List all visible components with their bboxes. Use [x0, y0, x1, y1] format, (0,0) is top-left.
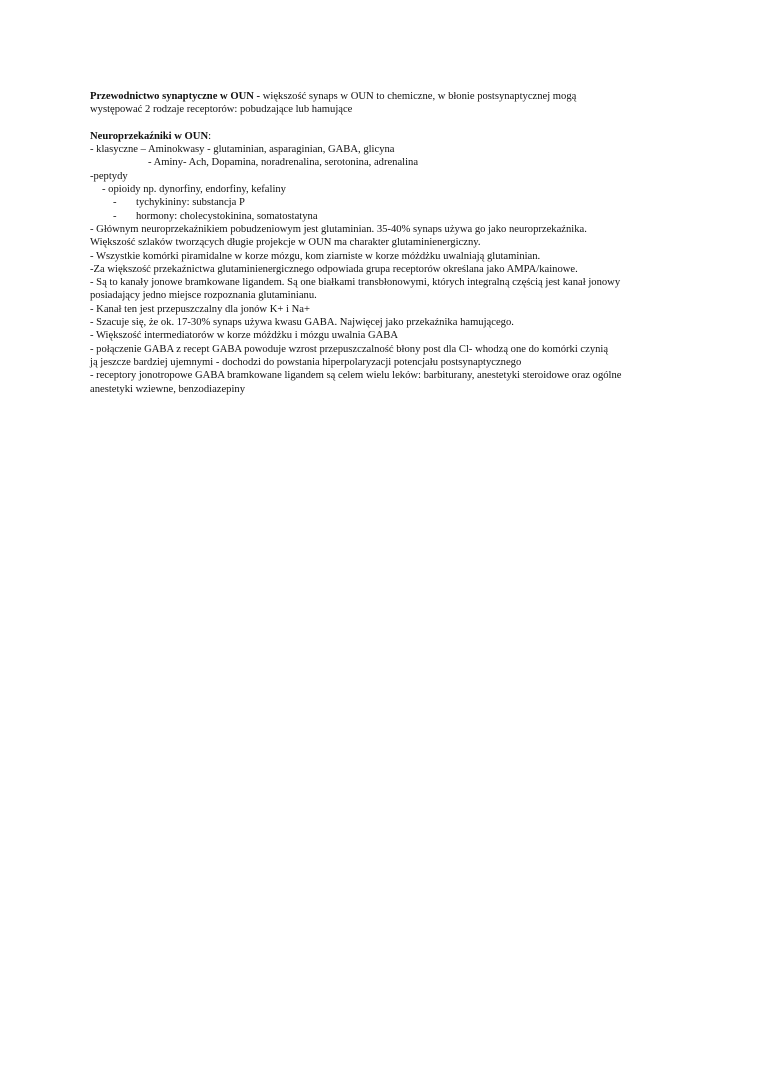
intro-line-1: Przewodnictwo synaptyczne w OUN - większość synaps w OUN to chemiczne, w błonie postsynaptycznej mogą — [90, 91, 577, 102]
text-line: - Szacuje się, że ok. 17-30% synaps używa kwasu GABA. Najwięcej jako przekaźnika hamującego. — [90, 317, 514, 329]
list-item-peptydy: -peptydy — [90, 170, 128, 182]
document-text — [90, 90, 675, 396]
intro-line-2: występować 2 rodzaje receptorów: pobudzające lub hamujące — [90, 104, 353, 116]
text-line: posiadający jedno miejsce rozpoznania glutaminianu. — [90, 290, 317, 302]
text-line: - połączenie GABA z recept GABA powoduje wzrost przepuszczalność błony post dla Cl- whodzą one do komórki czynią — [90, 343, 609, 355]
text-line: Większość szlaków tworzących długie projekcje w OUN ma charakter glutaminienergiczny. — [90, 237, 481, 249]
text-line: - receptory jonotropowe GABA bramkowane ligandem są celem wielu leków: barbiturany, anestetyki steroidowe oraz ogólne — [90, 370, 622, 382]
blank-line — [90, 117, 675, 130]
list-item-aminy: - Aminy- Ach, Dopamina, noradrenalina, serotonina, adrenalina — [148, 157, 419, 169]
text-line: - Są to kanały jonowe bramkowane ligandem. Są one białkami transbłonowymi, których integralną częścią jest kanał jonowy — [90, 277, 621, 289]
list-item-klasyczne: - klasyczne – Aminokwasy - glutaminian, asparaginian, GABA, glicyna — [90, 144, 395, 156]
list-item-hormony: - hormony: cholecystokinina, somatostatyna — [113, 210, 318, 222]
text-line: ją jeszcze bardziej ujemnymi - dochodzi do powstania hiperpolaryzacji potencjału postsynaptycznego — [90, 356, 522, 368]
text-line: -Za większość przekaźnictwa glutaminienergicznego odpowiada grupa receptorów określana jako AMPA/kainowe. — [90, 263, 578, 275]
text-line: - Głównym neuroprzekaźnikiem pobudzeniowym jest glutaminian. 35-40% synaps używa go jako neuroprzekaźnika. — [90, 223, 587, 235]
list-item-opioidy: - opioidy np. dynorfiny, endorfiny, kefaliny — [102, 184, 286, 196]
list-item-tychykininy: - tychykininy: substancja P — [113, 197, 245, 209]
section-title-neurotransmitters: Neuroprzekaźniki w OUN — [90, 130, 209, 142]
section-title-synaptic-conduction: Przewodnictwo synaptyczne w OUN - — [90, 91, 261, 102]
text-line: - Wszystkie komórki piramidalne w korze mózgu, kom ziarniste w korze móżdżku uwalniają glutaminian. — [90, 250, 541, 262]
text-line: anestetyki wziewne, benzodiazepiny — [90, 383, 246, 395]
text-line: - Większość intermediatorów w korze móżdżku i mózgu uwalnia GABA — [90, 330, 398, 342]
text-line: - Kanał ten jest przepuszczalny dla jonów K+ i Na+ — [90, 303, 310, 315]
neurotransmitters-heading-line: Neuroprzekaźniki w OUN: — [90, 130, 212, 142]
